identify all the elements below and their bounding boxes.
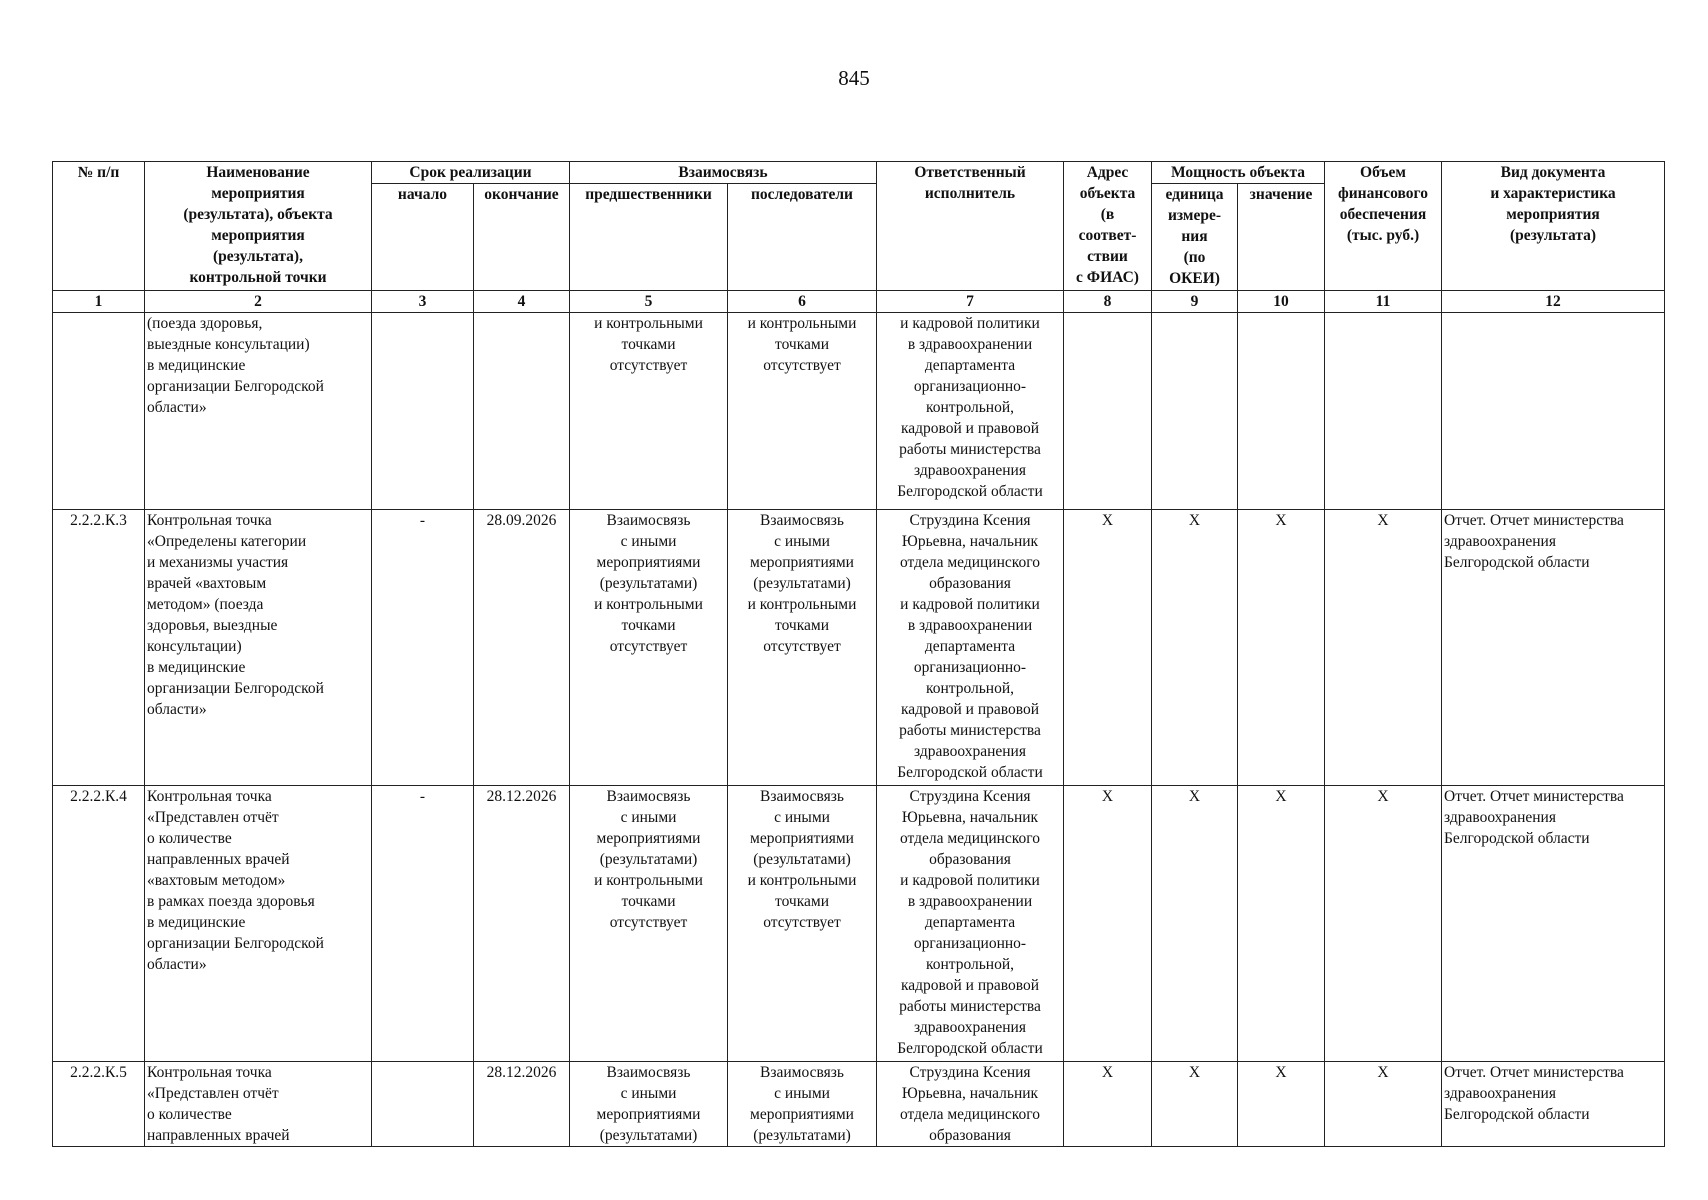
cell-num: [53, 313, 145, 510]
column-number: 4: [474, 291, 570, 313]
cell-name: (поезда здоровья, выездные консультации) в медицинские организации Белгородской области»: [145, 313, 372, 510]
column-number: 6: [728, 291, 877, 313]
header-num: № п/п: [53, 162, 145, 291]
cell-unit: [1152, 313, 1238, 510]
header-term-end: окончание: [474, 184, 570, 291]
cell-funding: X: [1325, 510, 1442, 786]
cell-value: X: [1238, 786, 1325, 1062]
cell-value: [1238, 313, 1325, 510]
cell-num: 2.2.2.К.5: [53, 1062, 145, 1147]
cell-successors: Взаимосвязь с иными мероприятиями (результатами) и контрольными точками отсутствует: [728, 510, 877, 786]
cell-predecessors: Взаимосвязь с иными мероприятиями (результатами) и контрольными точками отсутствует: [570, 510, 728, 786]
header-capacity: Мощность объекта: [1152, 162, 1325, 184]
cell-start: -: [372, 510, 474, 786]
cell-address: X: [1064, 1062, 1152, 1147]
cell-successors: Взаимосвязь с иными мероприятиями (результатами) и контрольными точками отсутствует: [728, 786, 877, 1062]
cell-name: Контрольная точка «Представлен отчёт о количестве направленных врачей «вахтовым методом» в рамках поезда здоровья в медицинские организации Белгородской области»: [145, 786, 372, 1062]
cell-successors: Взаимосвязь с иными мероприятиями (результатами): [728, 1062, 877, 1147]
cell-num: 2.2.2.К.4: [53, 786, 145, 1062]
cell-responsible: Струздина Ксения Юрьевна, начальник отдела медицинского образования и кадровой политики в здравоохранении департамента организационно- контрольной, кадровой и правовой работы министерства здравоохранения Белгородской области: [877, 786, 1064, 1062]
cell-responsible: и кадровой политики в здравоохранении департамента организационно- контрольной, кадровой и правовой работы министерства здравоохранения Белгородской области: [877, 313, 1064, 510]
header-capacity-unit: единица измере- ния (по ОКЕИ): [1152, 184, 1238, 291]
cell-start: -: [372, 786, 474, 1062]
cell-end: 28.12.2026: [474, 786, 570, 1062]
column-number: 8: [1064, 291, 1152, 313]
cell-predecessors: и контрольными точками отсутствует: [570, 313, 728, 510]
table-row: [53, 1062, 1665, 1147]
header-term-start: начало: [372, 184, 474, 291]
page-number: 845: [838, 66, 870, 90]
cell-doc: [1442, 313, 1665, 510]
cell-doc: Отчет. Отчет министерства здравоохранения Белгородской области: [1442, 786, 1665, 1062]
cell-successors: и контрольными точками отсутствует: [728, 313, 877, 510]
cell-doc: Отчет. Отчет министерства здравоохранения Белгородской области: [1442, 510, 1665, 786]
table-row: [53, 786, 1665, 1062]
cell-value: X: [1238, 510, 1325, 786]
cell-num: 2.2.2.К.3: [53, 510, 145, 786]
header-funding: Объем финансового обеспечения (тыс. руб.): [1325, 162, 1442, 291]
header-link: Взаимосвязь: [570, 162, 877, 184]
header-link-pred: предшественники: [570, 184, 728, 291]
column-number: 11: [1325, 291, 1442, 313]
cell-doc: Отчет. Отчет министерства здравоохранения Белгородской области: [1442, 1062, 1665, 1147]
header-name: Наименование мероприятия (результата), объекта мероприятия (результата), контрольной точки: [145, 162, 372, 291]
column-number: 2: [145, 291, 372, 313]
column-number: 12: [1442, 291, 1665, 313]
column-number: 9: [1152, 291, 1238, 313]
cell-predecessors: Взаимосвязь с иными мероприятиями (результатами) и контрольными точками отсутствует: [570, 786, 728, 1062]
cell-start: [372, 313, 474, 510]
cell-unit: X: [1152, 786, 1238, 1062]
column-number: 7: [877, 291, 1064, 313]
cell-funding: [1325, 313, 1442, 510]
cell-name: Контрольная точка «Определены категории и механизмы участия врачей «вахтовым методом» (поезда здоровья, выездные консультации) в медицинские организации Белгородской области»: [145, 510, 372, 786]
cell-end: 28.09.2026: [474, 510, 570, 786]
cell-funding: X: [1325, 786, 1442, 1062]
cell-unit: X: [1152, 1062, 1238, 1147]
cell-start: [372, 1062, 474, 1147]
column-number: 1: [53, 291, 145, 313]
header-capacity-value: значение: [1238, 184, 1325, 291]
cell-address: [1064, 313, 1152, 510]
column-number: 10: [1238, 291, 1325, 313]
table-row: [53, 510, 1665, 786]
cell-responsible: Струздина Ксения Юрьевна, начальник отдела медицинского образования: [877, 1062, 1064, 1147]
column-number: 5: [570, 291, 728, 313]
header-address: Адрес объекта (в соответ- ствии с ФИАС): [1064, 162, 1152, 291]
cell-name: Контрольная точка «Представлен отчёт о количестве направленных врачей: [145, 1062, 372, 1147]
header-link-succ: последователи: [728, 184, 877, 291]
cell-predecessors: Взаимосвязь с иными мероприятиями (результатами): [570, 1062, 728, 1147]
header-doc-type: Вид документа и характеристика мероприятия (результата): [1442, 162, 1665, 291]
cell-funding: X: [1325, 1062, 1442, 1147]
cell-address: X: [1064, 510, 1152, 786]
column-number: 3: [372, 291, 474, 313]
cell-end: 28.12.2026: [474, 1062, 570, 1147]
cell-responsible: Струздина Ксения Юрьевна, начальник отдела медицинского образования и кадровой политики в здравоохранении департамента организационно- контрольной, кадровой и правовой работы министерства здравоохранения Белгородской области: [877, 510, 1064, 786]
cell-unit: X: [1152, 510, 1238, 786]
header-responsible: Ответственный исполнитель: [877, 162, 1064, 291]
column-number-row: [53, 291, 1665, 313]
cell-address: X: [1064, 786, 1152, 1062]
header-row-main: [53, 162, 1665, 184]
cell-end: [474, 313, 570, 510]
header-term: Срок реализации: [372, 162, 570, 184]
cell-value: X: [1238, 1062, 1325, 1147]
table-row: [53, 313, 1665, 510]
plan-table: [52, 161, 1665, 1147]
